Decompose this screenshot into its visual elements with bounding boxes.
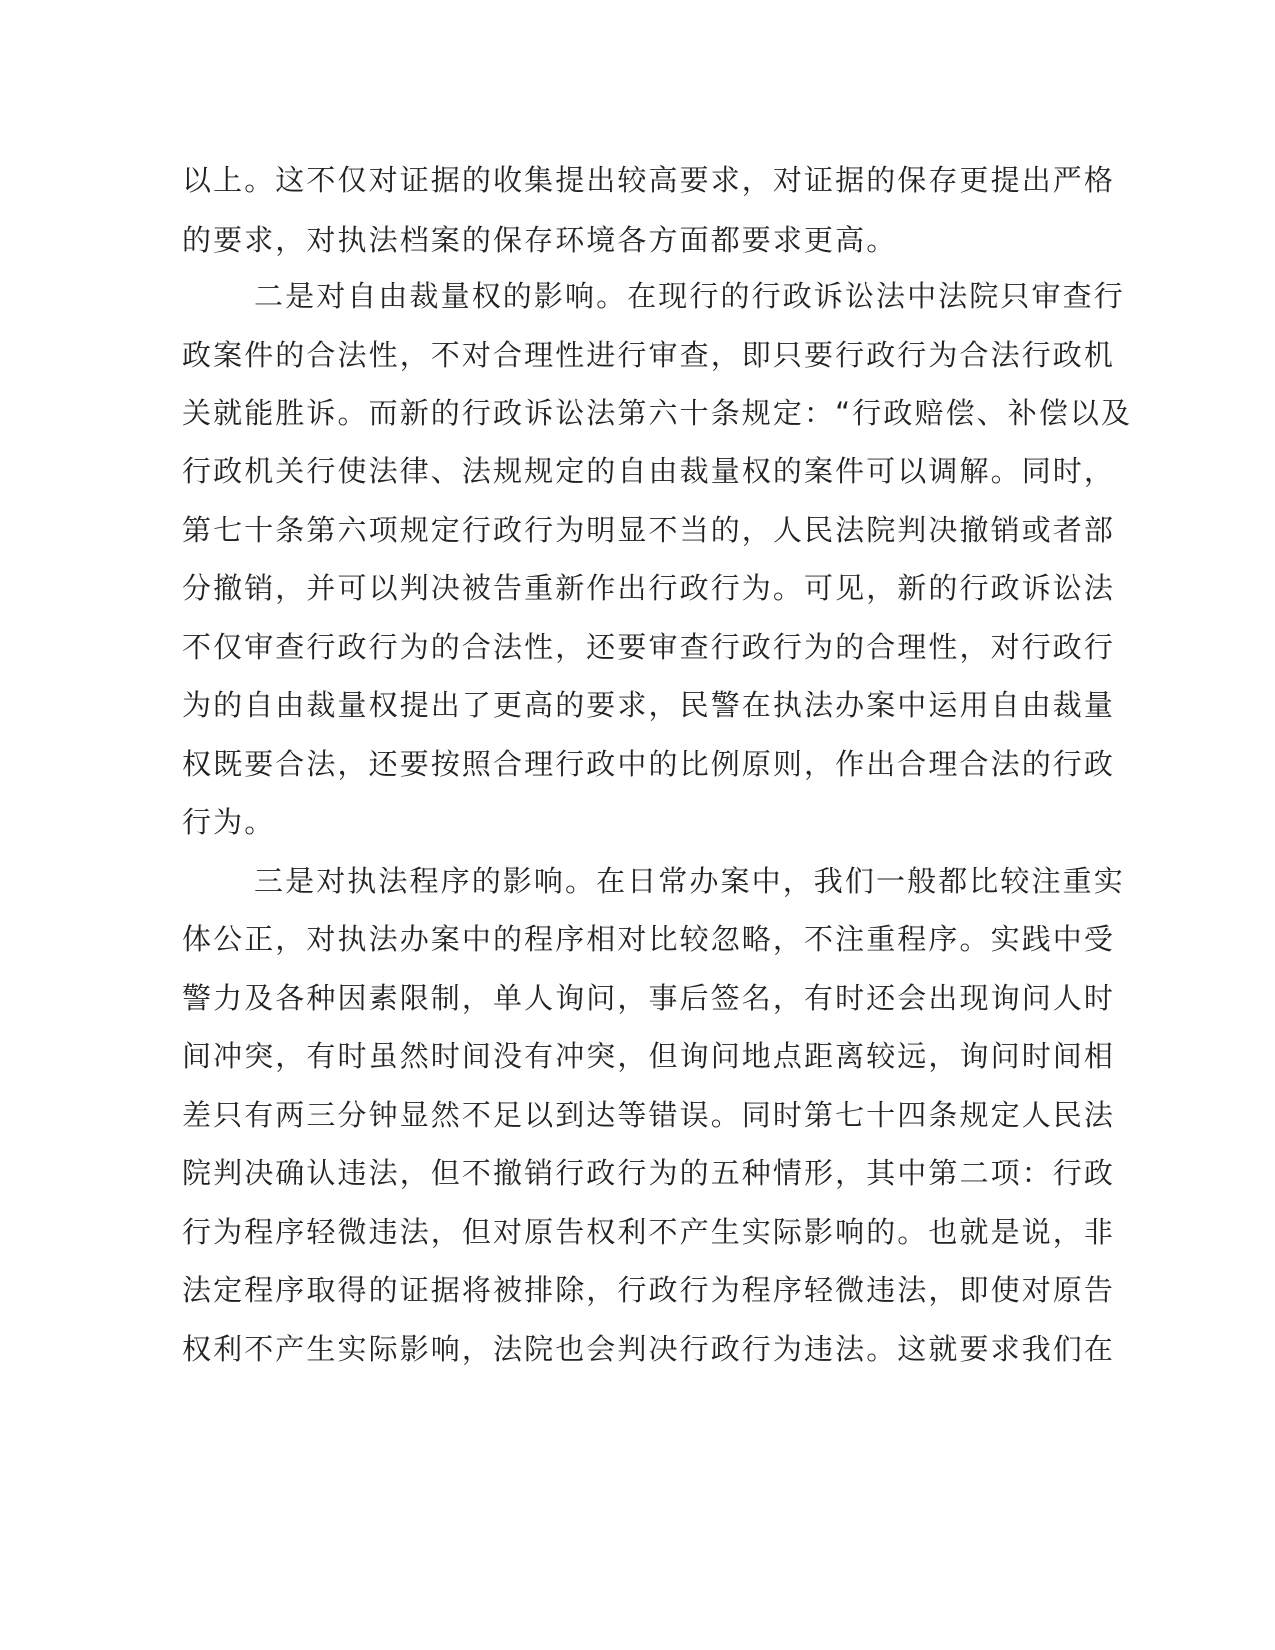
text-line: 院判决确认违法，但不撤销行政行为的五种情形，其中第二项：行政 bbox=[182, 1156, 1116, 1190]
text-line: 的要求，对执法档案的保存环境各方面都要求更高。 bbox=[182, 223, 898, 257]
text-line: 为的自由裁量权提出了更高的要求，民警在执法办案中运用自由裁量 bbox=[182, 688, 1116, 722]
text-line: 权利不产生实际影响，法院也会判决行政行为违法。这就要求我们在 bbox=[182, 1332, 1116, 1366]
text-line: 法定程序取得的证据将被排除，行政行为程序轻微违法，即使对原告 bbox=[182, 1273, 1116, 1307]
text-line: 权既要合法，还要按照合理行政中的比例原则，作出合理合法的行政 bbox=[182, 747, 1116, 781]
text-line: 行政机关行使法律、法规规定的自由裁量权的案件可以调解。同时， bbox=[182, 454, 1116, 488]
paragraph-start-line: 二是对自由裁量权的影响。在现行的行政诉讼法中法院只审查行 bbox=[254, 279, 1125, 313]
text-line: 分撤销，并可以判决被告重新作出行政行为。可见，新的行政诉讼法 bbox=[182, 571, 1116, 605]
text-line: 关就能胜诉。而新的行政诉讼法第六十条规定：“行政赔偿、补偿以及 bbox=[182, 396, 1133, 430]
text-line: 行为。 bbox=[182, 805, 276, 839]
text-line: 警力及各种因素限制，单人询问，事后签名，有时还会出现询问人时 bbox=[182, 981, 1116, 1015]
text-line: 行为程序轻微违法，但对原告权利不产生实际影响的。也就是说，非 bbox=[182, 1215, 1116, 1249]
text-line: 第七十条第六项规定行政行为明显不当的，人民法院判决撤销或者部 bbox=[182, 513, 1116, 547]
text-line: 政案件的合法性，不对合理性进行审查，即只要行政行为合法行政机 bbox=[182, 338, 1116, 372]
text-line: 差只有两三分钟显然不足以到达等错误。同时第七十四条规定人民法 bbox=[182, 1098, 1116, 1132]
paragraph-start-line: 三是对执法程序的影响。在日常办案中，我们一般都比较注重实 bbox=[254, 864, 1125, 898]
text-line: 体公正，对执法办案中的程序相对比较忽略，不注重程序。实践中受 bbox=[182, 922, 1116, 956]
text-line: 不仅审查行政行为的合法性，还要审查行政行为的合理性，对行政行 bbox=[182, 630, 1116, 664]
text-line: 间冲突，有时虽然时间没有冲突，但询问地点距离较远，询问时间相 bbox=[182, 1039, 1116, 1073]
text-line: 以上。这不仅对证据的收集提出较高要求，对证据的保存更提出严格 bbox=[182, 163, 1116, 197]
